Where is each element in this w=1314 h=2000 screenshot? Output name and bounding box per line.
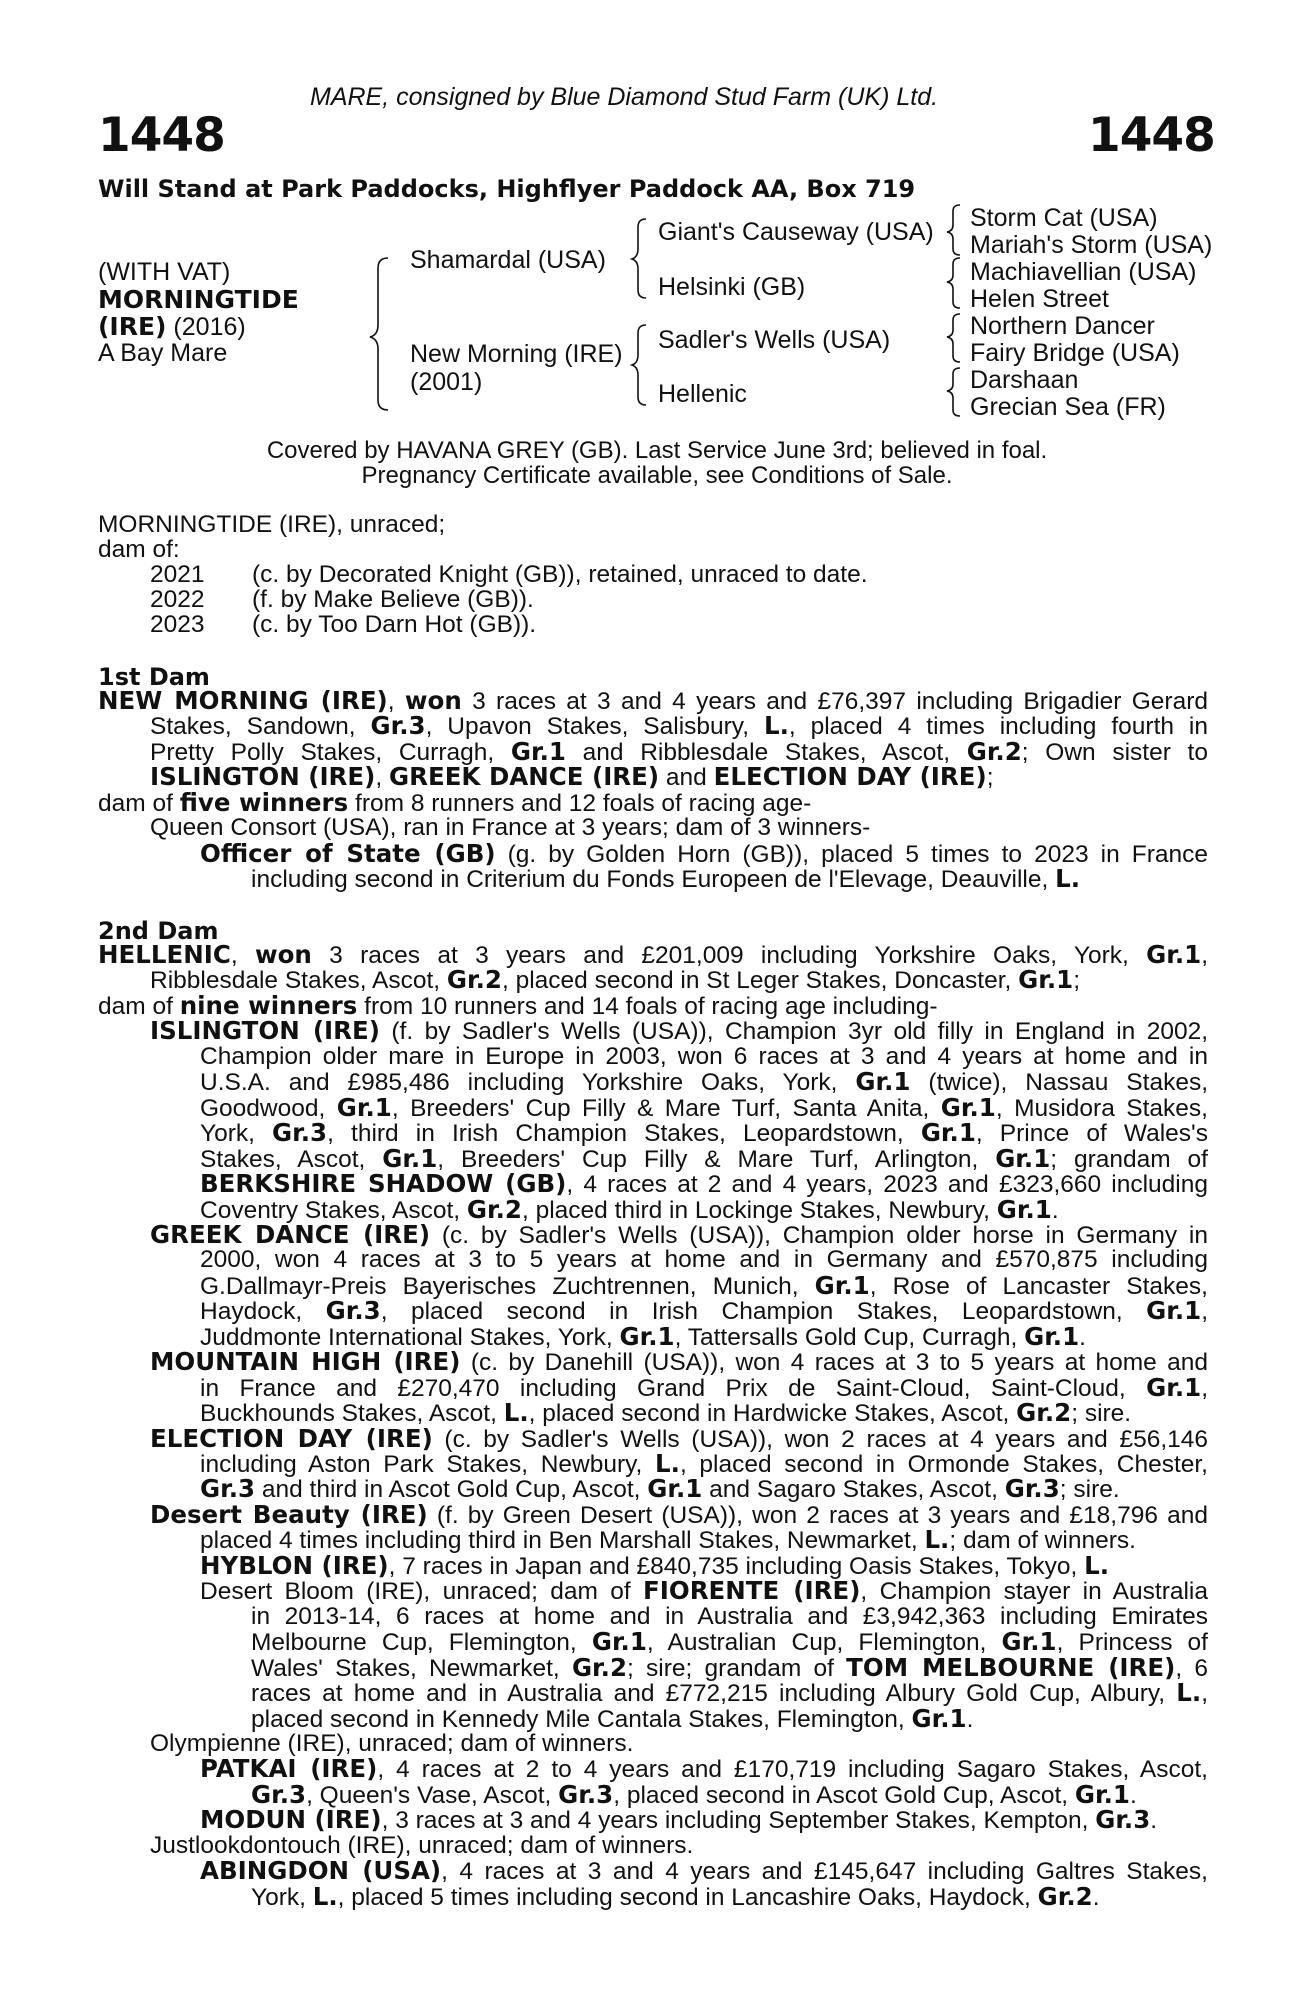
sire: Shamardal (USA)	[410, 246, 606, 274]
text-run: ,	[387, 688, 405, 715]
bold-run: GREEK DANCE (IRE)	[388, 762, 660, 792]
second-dam-heading: 2nd Dam	[98, 917, 219, 945]
bold-run: Gr.1	[855, 1067, 911, 1097]
text-run: Pretty Polly Stakes, Curragh,	[150, 738, 511, 766]
lot-number-left: 1448	[98, 108, 225, 163]
bold-run: L.	[1055, 864, 1081, 894]
text-run: ,	[1201, 1680, 1208, 1708]
text-run: ; Own sister to	[1021, 738, 1208, 766]
text-run: and Ribblesdale Stakes, Ascot,	[565, 738, 967, 766]
bold-run: Gr.1	[619, 1321, 675, 1351]
bold-run: Gr.1	[510, 736, 566, 766]
text-run: including Aston Park Stakes, Newbury,	[200, 1451, 656, 1478]
bold-run: L.	[312, 1881, 338, 1911]
text-run: , placed second in Irish Champion Stakes, Leopardstown,	[380, 1298, 1147, 1326]
text-run: Champion older mare in Europe in 2003, won 6 races at 3 and 4 years at home and in	[200, 1042, 1208, 1070]
stand-location: Will Stand at Park Paddocks, Highflyer Paddock AA, Box 719	[98, 175, 916, 203]
text-run: , 7 races in Japan and £840,735 including Oasis Stakes, Tokyo,	[388, 1552, 1085, 1580]
dam-dam: Hellenic	[658, 380, 747, 408]
text-run: (f. by Sadler's Wells (USA)), Champion 3yr old filly in England in 2002,	[379, 1018, 1208, 1046]
produce-text: (c. by Too Darn Hot (GB)).	[252, 611, 537, 638]
horse-description: A Bay Mare	[98, 339, 228, 367]
text-run: in France and £270,470 including Grand Prix de Saint-Cloud, Saint-Cloud,	[200, 1374, 1147, 1402]
bold-run: MODUN (IRE)	[200, 1805, 382, 1835]
bold-run: ABINGDON (USA)	[200, 1856, 442, 1886]
second-dam-line	[251, 1703, 974, 1733]
second-dam-line	[251, 1680, 1208, 1707]
produce-year: 2021	[150, 561, 205, 588]
bold-run: Gr.1	[1024, 1321, 1080, 1351]
text-run: (twice), Nassau Stakes,	[910, 1069, 1208, 1097]
sire-dam: Helsinki (GB)	[658, 273, 806, 301]
horse-year: (2016)	[166, 313, 246, 341]
bold-run: Gr.1	[814, 1270, 870, 1300]
second-dam-line	[200, 1756, 1208, 1783]
covered-line1: Covered by HAVANA GREY (GB). Last Service June 3rd; believed in foal.	[266, 437, 1048, 464]
text-run: ,	[1201, 1374, 1208, 1402]
text-run: , Champion stayer in Australia	[860, 1578, 1208, 1606]
text-run: .	[1129, 1781, 1137, 1809]
bold-run: MOUNTAIN HIGH (IRE)	[150, 1347, 461, 1377]
bold-run: Gr.1	[1146, 1296, 1202, 1326]
bold-run: BERKSHIRE SHADOW (GB)	[200, 1169, 567, 1199]
bold-run: Gr.1	[995, 1143, 1051, 1173]
text-run: .	[1150, 1807, 1158, 1835]
text-run: 3 races at 3 and 4 years and £76,397 including Brigadier Gerard	[461, 688, 1208, 715]
text-run: placed 4 times including third in Ben Marshall Stakes, Newmarket,	[200, 1527, 925, 1555]
text-run: , 4 races at 3 and 4 years and £145,647 including Galtres Stakes,	[441, 1858, 1208, 1886]
text-run: , Tattersalls Gold Cup, Curragh,	[674, 1323, 1025, 1351]
produce-year: 2022	[150, 586, 205, 613]
bold-run: Gr.3	[1095, 1805, 1151, 1835]
dam-sire: Sadler's Wells (USA)	[658, 326, 891, 354]
bold-run: Gr.1	[940, 1092, 996, 1122]
text-run: , placed third in Lockinge Stakes, Newbury,	[521, 1196, 997, 1224]
text-run: Juddmonte International Stakes, York,	[200, 1323, 620, 1351]
text-run: (c. by Danehill (USA)), won 4 races at 3 to 5 years at home and	[460, 1349, 1209, 1377]
bold-run: Gr.1	[591, 1627, 647, 1657]
text-run: Justlookdontouch (IRE), unraced; dam of winners.	[150, 1831, 694, 1859]
pedigree-g1: Storm Cat (USA)	[970, 204, 1158, 232]
text-run: dam of	[98, 789, 180, 817]
bold-run: Gr.1	[382, 1143, 438, 1173]
text-run: , third in Irish Champion Stakes, Leopardstown,	[327, 1120, 921, 1148]
bold-run: Gr.2	[1016, 1398, 1072, 1428]
second-dam-line	[200, 1044, 1208, 1070]
bold-run: Gr.2	[571, 1652, 627, 1682]
bold-run: Desert Beauty (IRE)	[150, 1499, 428, 1529]
bold-run: L.	[503, 1398, 529, 1428]
second-dam-line	[200, 1092, 1208, 1122]
text-run: ; sire; grandam of	[627, 1654, 847, 1682]
bold-run: Gr.1	[911, 1703, 967, 1733]
second-dam-line	[200, 1247, 1208, 1273]
text-run: races at home and in Australia and £772,215 including Albury Gold Cup, Albury,	[251, 1680, 1177, 1708]
text-run: ; sire.	[1059, 1476, 1120, 1504]
bold-run: Gr.3	[251, 1779, 307, 1809]
text-run: in 2013-14, 6 races at home and in Australia and £3,942,363 including Emirates	[251, 1602, 1208, 1630]
bold-run: Officer of State (GB)	[200, 838, 496, 868]
produce-text: (c. by Decorated Knight (GB)), retained, unraced to date.	[252, 561, 868, 588]
text-run: and third in Ascot Gold Cup, Ascot,	[255, 1476, 648, 1504]
text-run: Melbourne Cup, Flemington,	[251, 1629, 592, 1657]
text-run: placed second in Kennedy Mile Cantala Stakes, Flemington,	[251, 1705, 912, 1733]
text-run: .	[966, 1705, 974, 1733]
text-run: , Upavon Stakes, Salisbury,	[425, 713, 764, 741]
bold-run: PATKAI (IRE)	[200, 1754, 378, 1784]
text-run: (c. by Sadler's Wells (USA)), won 2 races at 4 years and £56,146	[432, 1425, 1209, 1453]
text-run: Stakes, Ascot,	[200, 1145, 383, 1173]
second-dam-line	[200, 1578, 1208, 1605]
bold-run: Gr.3	[325, 1296, 381, 1326]
text-run: , placed 5 times including second in Lancashire Oaks, Haydock,	[337, 1883, 1038, 1911]
bold-run: GREEK DANCE (IRE)	[150, 1219, 431, 1249]
horse-country: (IRE)	[98, 312, 167, 341]
text-run: , placed 4 times including fourth in	[788, 713, 1208, 741]
bold-run: Gr.2	[966, 736, 1022, 766]
second-dam-line	[200, 1807, 1157, 1834]
text-run: York,	[251, 1883, 313, 1911]
first-dam-heading: 1st Dam	[98, 663, 210, 691]
dam-line1: New Morning (IRE)	[410, 340, 623, 368]
text-run: Desert Bloom (IRE), unraced; dam of	[200, 1578, 644, 1606]
bold-run: Gr.3	[1004, 1474, 1060, 1504]
bold-run: L.	[655, 1449, 680, 1478]
text-run: ; grandam of	[1050, 1145, 1208, 1173]
consignor-line: MARE, consigned by Blue Diamond Stud Farm (UK) Ltd.	[310, 83, 939, 111]
text-run: , 3 races at 3 and 4 years including September Stakes, Kempton,	[381, 1807, 1096, 1835]
first-dam-line	[98, 688, 1208, 715]
text-run: , Rose of Lancaster Stakes,	[869, 1272, 1208, 1300]
text-run: York,	[200, 1120, 273, 1148]
text-run: , placed second in St Leger Stakes, Doncaster,	[501, 967, 1019, 995]
text-run: G.Dallmayr-Preis Bayerisches Zuchtrennen, Munich,	[200, 1272, 815, 1300]
text-run: 3 races at 3 years and £201,009 including Yorkshire Oaks, York,	[311, 942, 1147, 969]
text-run: , 6	[1175, 1654, 1208, 1682]
pedigree-g5: Northern Dancer	[970, 312, 1155, 340]
text-run: ,	[1201, 942, 1208, 969]
text-run: (f. by Green Desert (USA)), won 2 races at 3 years and £18,796 and	[427, 1501, 1208, 1529]
pedigree-g8: Grecian Sea (FR)	[970, 393, 1166, 421]
pedigree-g4: Helen Street	[970, 285, 1109, 313]
produce-intro: MORNINGTIDE (IRE), unraced;	[98, 511, 446, 538]
bold-run: ELECTION DAY (IRE)	[150, 1423, 433, 1453]
text-run: (g. by Golden Horn (GB)), placed 5 times to 2023 in France	[495, 840, 1208, 868]
second-dam-line	[251, 1779, 1137, 1809]
text-run: Ribblesdale Stakes, Ascot,	[150, 967, 447, 995]
second-dam-line	[251, 1652, 1208, 1682]
text-run: Wales' Stakes, Newmarket,	[251, 1654, 572, 1682]
text-run: from 8 runners and 12 foals of racing age-	[348, 789, 812, 817]
text-run: .	[1051, 1196, 1059, 1224]
bold-run: HYBLON (IRE)	[200, 1550, 389, 1580]
second-dam-line	[150, 1349, 1208, 1376]
text-run: including second in Criterium du Fonds Europeen de l'Elevage, Deauville,	[251, 866, 1056, 894]
text-run: Stakes, Sandown,	[150, 713, 371, 741]
dam-line2: (2001)	[410, 368, 483, 396]
bold-run: L.	[1084, 1550, 1110, 1580]
second-dam-line	[251, 1881, 1100, 1911]
text-run: , 4 races at 2 and 4 years, 2023 and £323,660 including	[566, 1171, 1208, 1199]
text-run: ,	[375, 764, 389, 792]
bold-run: ELECTION DAY (IRE)	[713, 762, 987, 792]
bold-run: HELLENIC	[98, 940, 231, 969]
first-dam-line	[150, 815, 870, 841]
produce-item	[150, 586, 534, 613]
text-run: , Prince of Wales's	[975, 1120, 1208, 1148]
bold-run: TOM MELBOURNE (IRE)	[846, 1652, 1176, 1682]
bold-run: Gr.1	[1074, 1779, 1130, 1809]
bold-run: ISLINGTON (IRE)	[150, 1016, 380, 1046]
text-run: Goodwood,	[200, 1094, 337, 1122]
text-run: Buckhounds Stakes, Ascot,	[200, 1400, 504, 1428]
text-run: .	[1079, 1323, 1086, 1351]
first-dam-line	[251, 866, 1080, 893]
text-run: , placed second in Ascot Gold Cup, Ascot,	[613, 1781, 1075, 1809]
text-run: ,	[230, 942, 255, 969]
text-run: and	[659, 764, 714, 792]
second-dam-line	[251, 1604, 1208, 1630]
pedigree-g2: Mariah's Storm (USA)	[970, 231, 1213, 259]
bold-run: won	[404, 686, 462, 715]
horse-name: MORNINGTIDE	[98, 285, 299, 314]
produce-year: 2023	[150, 611, 205, 638]
produce-item	[150, 561, 868, 588]
text-run: .	[1092, 1883, 1100, 1911]
bold-run: Gr.2	[466, 1194, 522, 1224]
produce-dam-of: dam of:	[98, 536, 180, 563]
second-dam-line	[150, 1219, 1209, 1249]
second-dam-line	[150, 1731, 633, 1757]
second-dam-line	[150, 1499, 1208, 1529]
bold-run: Gr.3	[200, 1474, 256, 1504]
bold-run: L.	[924, 1525, 950, 1555]
sire-sire: Giant's Causeway (USA)	[658, 218, 934, 246]
bold-run: Gr.2	[1037, 1881, 1093, 1911]
text-run: ;	[1073, 967, 1080, 995]
bold-run: L.	[763, 711, 789, 741]
text-run: , Australian Cup, Flemington,	[646, 1629, 1002, 1657]
bold-run: Gr.1	[996, 1194, 1052, 1224]
first-dam-line	[150, 713, 1208, 740]
first-dam-line	[98, 787, 812, 817]
text-run: , placed second in Ormonde Stakes, Chester,	[679, 1451, 1208, 1478]
text-run: , Breeders' Cup Filly & Mare Turf, Arlington,	[437, 1145, 996, 1173]
bold-run: FIORENTE (IRE)	[643, 1576, 861, 1606]
bold-run: Gr.1	[336, 1092, 392, 1122]
bold-run: nine winners	[179, 990, 358, 1020]
bold-run: ISLINGTON (IRE)	[150, 762, 376, 792]
text-run: 2000, won 4 races at 3 to 5 years at home and in Germany and £570,875 including	[200, 1246, 1208, 1274]
pedigree-g6: Fairy Bridge (USA)	[970, 339, 1180, 367]
covered-line2: Pregnancy Certificate available, see Conditions of Sale.	[361, 462, 953, 489]
second-dam-line	[150, 1018, 1208, 1045]
bold-run: five winners	[179, 787, 349, 817]
text-run: from 10 runners and 14 foals of racing age including-	[357, 992, 938, 1020]
text-run: Haydock,	[200, 1298, 326, 1326]
produce-text: (f. by Make Believe (GB)).	[252, 586, 534, 613]
text-run: (c. by Sadler's Wells (USA)), Champion older horse in Germany in	[430, 1221, 1209, 1249]
second-dam-line	[200, 1120, 1208, 1147]
bold-run: Gr.3	[370, 711, 426, 741]
pedigree-g3: Machiavellian (USA)	[970, 258, 1197, 286]
bold-run: L.	[1176, 1678, 1202, 1708]
text-run: dam of	[98, 992, 180, 1020]
second-dam-line	[150, 1833, 693, 1859]
bold-run: Gr.1	[1146, 1372, 1202, 1402]
text-run: ; dam of winners.	[949, 1527, 1136, 1555]
produce-item	[150, 611, 537, 638]
pedigree-g7: Darshaan	[970, 366, 1079, 394]
text-run: , Princess of	[1056, 1629, 1208, 1657]
bold-run: Gr.1	[1018, 965, 1074, 995]
bold-run: Gr.1	[920, 1118, 976, 1148]
bold-run: Gr.3	[558, 1779, 614, 1809]
text-run: , 4 races at 2 to 4 years and £170,719 including Sagaro Stakes, Ascot,	[377, 1756, 1208, 1784]
lot-number-right: 1448	[1088, 108, 1215, 163]
text-run: ; sire.	[1071, 1400, 1132, 1428]
bold-run: Gr.3	[272, 1118, 328, 1148]
text-run: , Breeders' Cup Filly & Mare Turf, Santa Anita,	[391, 1094, 941, 1122]
text-run: ;	[986, 764, 994, 792]
text-run: , Musidora Stakes,	[995, 1094, 1208, 1122]
bold-run: Gr.1	[647, 1474, 703, 1504]
bold-run: NEW MORNING (IRE)	[98, 686, 388, 715]
bold-run: Gr.1	[1001, 1627, 1057, 1657]
text-run: Coventry Stakes, Ascot,	[200, 1196, 467, 1224]
bold-run: Gr.1	[1146, 940, 1202, 969]
text-run: Olympienne (IRE), unraced; dam of winners.	[150, 1729, 634, 1757]
text-run: , placed second in Hardwicke Stakes, Ascot,	[528, 1400, 1017, 1428]
text-run: U.S.A. and £985,486 including Yorkshire Oaks, York,	[200, 1069, 856, 1097]
vat-label: (WITH VAT)	[98, 258, 231, 286]
text-run: ,	[1201, 1298, 1208, 1326]
text-run: and Sagaro Stakes, Ascot,	[702, 1476, 1005, 1504]
bold-run: Gr.2	[446, 965, 502, 995]
text-run: , Queen's Vase, Ascot,	[306, 1781, 559, 1809]
bold-run: won	[254, 940, 312, 969]
second-dam-line	[200, 1171, 1208, 1198]
text-run: Queen Consort (USA), ran in France at 3 years; dam of 3 winners-	[150, 814, 871, 842]
